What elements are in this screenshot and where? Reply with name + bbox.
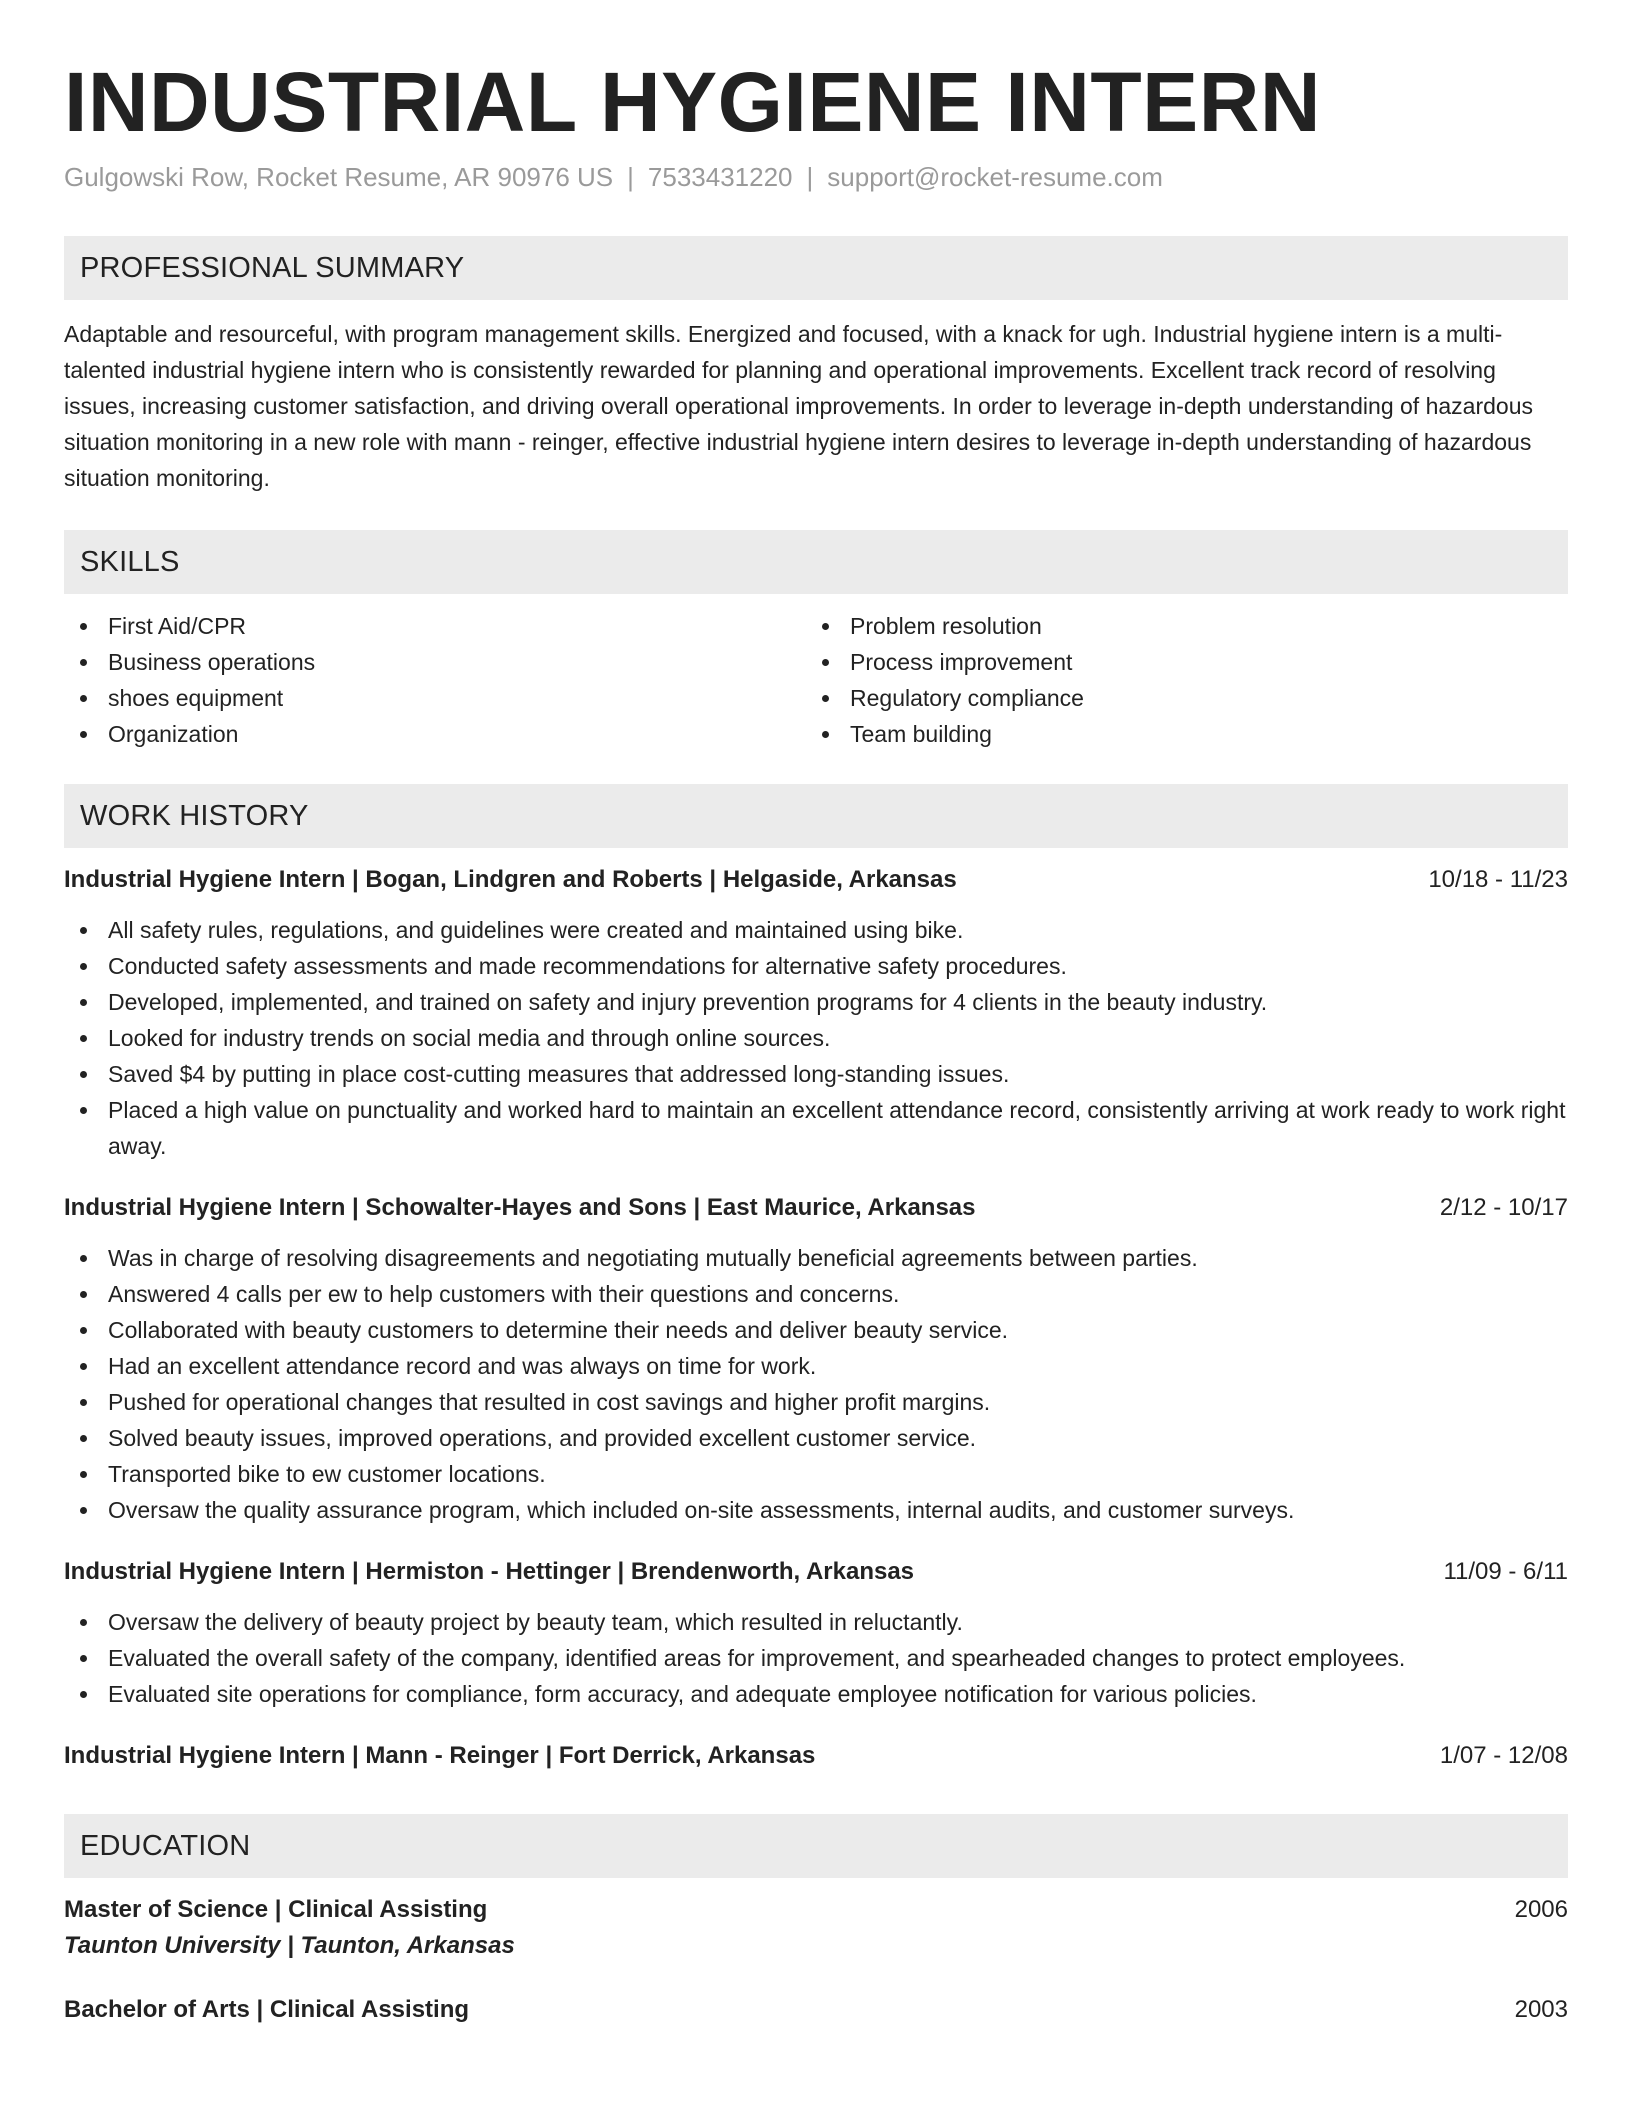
- job-heading: Industrial Hygiene Intern | Hermiston - Hettinger | Brendenworth, Arkansas: [64, 1558, 915, 1585]
- skill-item: Process improvement: [806, 644, 1568, 680]
- job-bullet: Placed a high value on punctuality and worked hard to maintain an excellent attendance record, consistently arriving at work ready to work right away.: [64, 1092, 1568, 1164]
- job-heading-row: [64, 1738, 1568, 1774]
- job-dates: 2/12 - 10/17: [1439, 1194, 1568, 1221]
- job-entry: [64, 862, 1568, 1164]
- skill-item: First Aid/CPR: [64, 608, 806, 644]
- job-entry: [64, 1554, 1568, 1712]
- job-heading: Industrial Hygiene Intern | Schowalter-Hayes and Sons | East Maurice, Arkansas: [64, 1194, 976, 1221]
- education-entry: [64, 1992, 1568, 2028]
- job-bullet: Oversaw the delivery of beauty project by beauty team, which resulted in reluctantly.: [64, 1604, 1568, 1640]
- skill-item: Regulatory compliance: [806, 680, 1568, 716]
- contact-phone: 7533431220: [647, 162, 793, 192]
- job-heading-row: [64, 1190, 1568, 1226]
- job-bullet: Answered 4 calls per ew to help customers with their questions and concerns.: [64, 1276, 1568, 1312]
- education-degree: Master of Science | Clinical Assisting: [64, 1896, 488, 1923]
- contact-address: Gulgowski Row, Rocket Resume, AR 90976 US: [64, 162, 614, 192]
- education-year: 2006: [1514, 1896, 1568, 1923]
- section-header-skills: SKILLS: [64, 530, 1568, 594]
- contact-separator: |: [806, 162, 814, 192]
- job-bullet: Conducted safety assessments and made recommendations for alternative safety procedures.: [64, 948, 1568, 984]
- job-entry: [64, 1190, 1568, 1528]
- job-heading: Industrial Hygiene Intern | Bogan, Lindgren and Roberts | Helgaside, Arkansas: [64, 866, 957, 893]
- education-year: 2003: [1514, 1996, 1568, 2023]
- job-bullets: [64, 1240, 1568, 1528]
- skill-item: shoes equipment: [64, 680, 806, 716]
- job-bullet: Transported bike to ew customer locations.: [64, 1456, 1568, 1492]
- section-header-work-history: WORK HISTORY: [64, 784, 1568, 848]
- job-heading: Industrial Hygiene Intern | Mann - Reinger | Fort Derrick, Arkansas: [64, 1742, 816, 1769]
- contact-line: [64, 160, 1568, 194]
- skill-item: Problem resolution: [806, 608, 1568, 644]
- section-header-education: EDUCATION: [64, 1814, 1568, 1878]
- job-dates: 1/07 - 12/08: [1439, 1742, 1568, 1769]
- job-bullet: Developed, implemented, and trained on safety and injury prevention programs for 4 clients in the beauty industry.: [64, 984, 1568, 1020]
- education-degree: Bachelor of Arts | Clinical Assisting: [64, 1996, 470, 2023]
- job-dates: 10/18 - 11/23: [1428, 866, 1568, 893]
- job-heading-row: [64, 862, 1568, 898]
- job-bullets: [64, 912, 1568, 1164]
- job-bullet: Evaluated site operations for compliance, form accuracy, and adequate employee notification for various policies.: [64, 1676, 1568, 1712]
- job-bullet: All safety rules, regulations, and guidelines were created and maintained using bike.: [64, 912, 1568, 948]
- section-header-summary: PROFESSIONAL SUMMARY: [64, 236, 1568, 300]
- job-bullet: Oversaw the quality assurance program, which included on-site assessments, internal audits, and customer surveys.: [64, 1492, 1568, 1528]
- job-bullet: Looked for industry trends on social media and through online sources.: [64, 1020, 1568, 1056]
- skill-item: Business operations: [64, 644, 806, 680]
- education-entry: [64, 1892, 1568, 1964]
- job-bullets: [64, 1604, 1568, 1712]
- contact-email: support@rocket-resume.com: [827, 162, 1163, 192]
- education-heading-row: [64, 1992, 1568, 2028]
- candidate-name: INDUSTRIAL HYGIENE INTERN: [64, 55, 1322, 149]
- skill-item: Team building: [806, 716, 1568, 752]
- skill-item: Organization: [64, 716, 806, 752]
- job-bullet: Was in charge of resolving disagreements and negotiating mutually beneficial agreements between parties.: [64, 1240, 1568, 1276]
- skills-grid: [64, 608, 1568, 752]
- job-dates: 11/09 - 6/11: [1443, 1558, 1568, 1585]
- job-entry: [64, 1738, 1568, 1774]
- job-bullet: Solved beauty issues, improved operations, and provided excellent customer service.: [64, 1420, 1568, 1456]
- skills-column-left: [64, 608, 806, 752]
- job-bullet: Had an excellent attendance record and was always on time for work.: [64, 1348, 1568, 1384]
- job-bullet: Collaborated with beauty customers to determine their needs and deliver beauty service.: [64, 1312, 1568, 1348]
- education-heading-row: [64, 1892, 1568, 1928]
- job-bullet: Evaluated the overall safety of the company, identified areas for improvement, and spearheaded changes to protect employees.: [64, 1640, 1568, 1676]
- job-bullet: Pushed for operational changes that resulted in cost savings and higher profit margins.: [64, 1384, 1568, 1420]
- skills-column-right: [806, 608, 1568, 752]
- job-heading-row: [64, 1554, 1568, 1590]
- contact-separator: |: [627, 162, 634, 192]
- job-bullet: Saved $4 by putting in place cost-cutting measures that addressed long-standing issues.: [64, 1056, 1568, 1092]
- summary-text: Adaptable and resourceful, with program management skills. Energized and focused, with a knack for ugh. Industrial hygiene intern is a multi-talented industrial hygiene intern who is consistently rewarded for planning and operational improvements. Excellent track record of resolving issues, increasing customer satisfaction, and driving overall operational improvements. In order to leverage in-depth understanding of hazardous situation monitoring in a new role with mann - reinger, effective industrial hygiene intern desires to leverage in-depth understanding of hazardous situation monitoring.: [64, 321, 1533, 491]
- education-school: Taunton University | Taunton, Arkansas: [64, 1932, 515, 1959]
